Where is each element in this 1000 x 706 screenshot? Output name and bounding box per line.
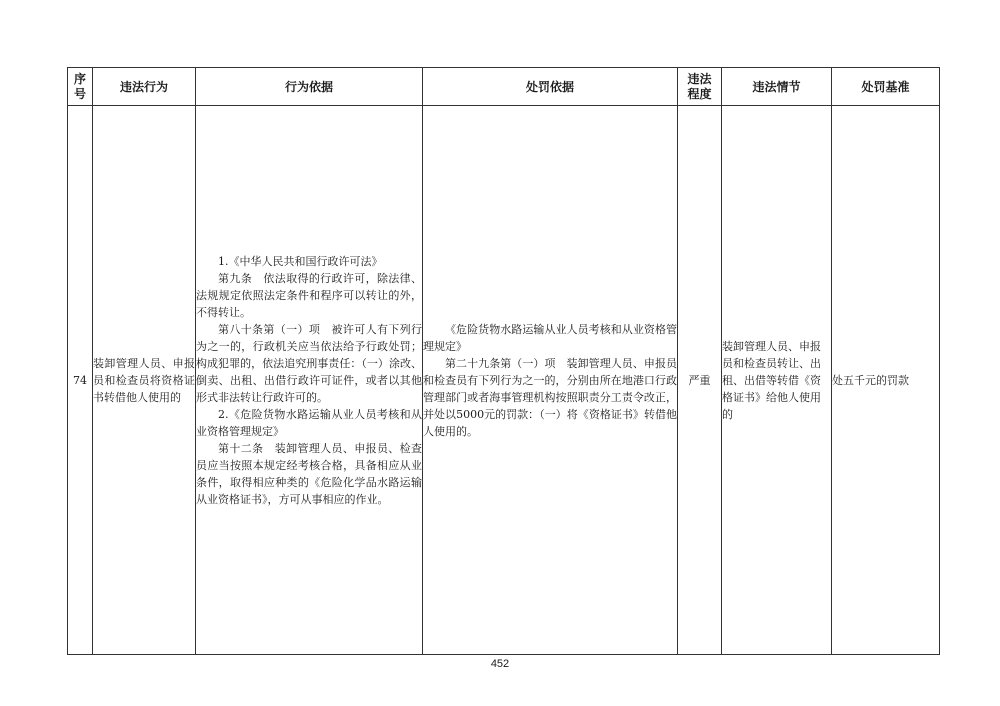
row-seq: 74 <box>68 106 93 655</box>
penalty-para: 第二十九条第（一）项 装卸管理人员、申报员和检查员有下列行为之一的，分别由所在地港口行政管理部门或者海事管理机构按照职责分工责令改正，并处以5000元的罚款：（一）将《资格证书》转借他人使用的。 <box>423 356 677 438</box>
header-basis: 行为依据 <box>196 68 423 106</box>
header-act: 违法行为 <box>93 68 196 106</box>
basis-para: 1.《中华人民共和国行政许可法》 <box>218 254 383 268</box>
row-violation-act: 装卸管理人员、申报员和检查员将资格证书转借他人使用的 <box>93 106 196 655</box>
header-degree: 违法程度 <box>678 68 722 106</box>
basis-para: 第八十条第（一）项 被许可人有下列行为之一的，行政机关应当依法给予行政处罚；构成犯罪的，依法追究刑事责任：（一）涂改、倒卖、出租、出借行政许可证件，或者以其他形式非法转让行政许可的。 <box>196 322 422 404</box>
basis-para: 第九条 依法取得的行政许可，除法律、法规规定依照法定条件和程序可以转让的外，不得转让。 <box>196 271 422 319</box>
regulation-table <box>67 67 940 655</box>
table-header-row <box>68 68 940 106</box>
row-penalty-basis <box>423 106 678 655</box>
penalty-para: 《危险货物水路运输从业人员考核和从业资格管理规定》 <box>423 322 677 353</box>
page-number: 452 <box>490 658 510 670</box>
row-degree: 严重 <box>678 106 722 655</box>
header-standard: 处罚基准 <box>832 68 940 106</box>
row-circumstance: 装卸管理人员、申报员和检查员转让、出租、出借等转借《资格证书》给他人使用的 <box>722 106 832 655</box>
header-circumstance: 违法情节 <box>722 68 832 106</box>
basis-para: 第十二条 装卸管理人员、申报员、检查员应当按照本规定经考核合格，具备相应从业条件，取得相应种类的《危险化学品水路运输从业资格证书》，方可从事相应的作业。 <box>196 441 422 506</box>
row-standard: 处五千元的罚款 <box>832 106 940 655</box>
table-row <box>68 106 940 655</box>
row-act-basis <box>196 106 423 655</box>
header-penalty-basis: 处罚依据 <box>423 68 678 106</box>
basis-para: 2.《危险货物水路运输从业人员考核和从业资格管理规定》 <box>196 407 422 438</box>
header-seq: 序号 <box>68 68 93 106</box>
